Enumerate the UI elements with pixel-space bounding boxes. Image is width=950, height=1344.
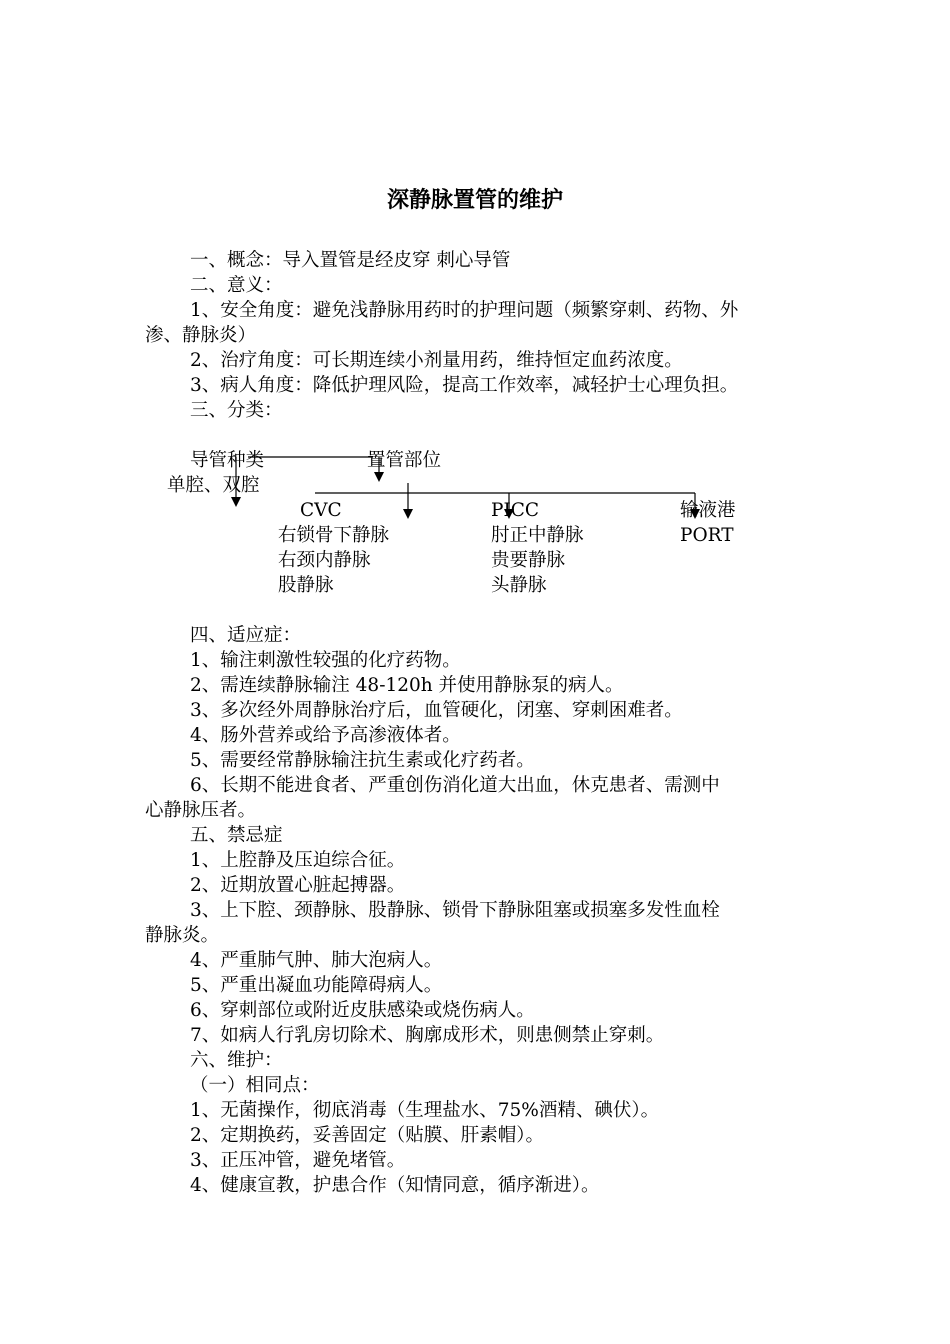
picc-site-2: 贵要静脉: [491, 550, 566, 571]
contraindication-item-1: 1、上腔静及压迫综合征。: [190, 850, 406, 871]
maintenance-item-2: 2、定期换药，妥善固定（贴膜、肝素帽）。: [190, 1125, 545, 1146]
arrow-head-site: [374, 472, 384, 482]
page-title: 深静脉置管的维护: [386, 188, 563, 213]
significance-item-2: 2、治疗角度：可长期连续小剂量用药，维持恒定血药浓度。: [190, 350, 683, 371]
contraindication-item-4: 4、严重肺气肿、肺大泡病人。: [190, 950, 443, 971]
contraindication-item-3: 3、上下腔、颈静脉、股静脉、锁骨下静脉阻塞或损塞多发性血栓: [190, 900, 720, 921]
contraindication-item-2: 2、近期放置心脏起搏器。: [190, 875, 406, 896]
contraindications-heading: 五、禁忌症: [190, 825, 283, 846]
cvc-site-1: 右锁骨下静脉: [278, 525, 390, 546]
contraindication-item-6: 6、穿刺部位或附近皮肤感染或烧伤病人。: [190, 1000, 535, 1021]
picc-site-3: 头静脉: [491, 575, 547, 596]
maintenance-item-1: 1、无菌操作，彻底消毒（生理盐水、75%酒精、碘伏）。: [190, 1100, 660, 1121]
picc-label: PICC: [491, 500, 540, 521]
contraindication-item-5: 5、严重出凝血功能障碍病人。: [190, 975, 443, 996]
arrow-head-cvc: [403, 509, 413, 519]
significance-item-3: 3、病人角度：降低护理风险，提高工作效率，减轻护士心理负担。: [190, 375, 739, 396]
maintenance-item-4: 4、健康宣教，护患合作（知情同意，循序渐进）。: [190, 1175, 600, 1196]
indication-item-3: 3、多次经外周静脉治疗后，血管硬化，闭塞、穿刺困难者。: [190, 700, 683, 721]
maintenance-subheading: （一）相同点：: [190, 1075, 320, 1096]
maintenance-item-3: 3、正压冲管，避免堵管。: [190, 1150, 406, 1171]
classification-diagram: [0, 0, 950, 620]
indication-item-6-cont: 心静脉压者。: [145, 800, 257, 821]
indication-item-4: 4、肠外营养或给予高渗液体者。: [190, 725, 461, 746]
cvc-label: CVC: [300, 500, 342, 521]
concept-line: 一、概念：导入置管是经皮穿 刺心导管: [190, 250, 511, 271]
lumen-label: 单腔、双腔: [167, 475, 260, 496]
cvc-site-2: 右颈内静脉: [278, 550, 371, 571]
arrow-head-lumen: [231, 497, 241, 507]
indication-item-2: 2、需连续静脉输注 48-120h 并使用静脉泵的病人。: [190, 675, 624, 696]
maintenance-heading: 六、维护：: [190, 1050, 283, 1071]
indication-item-6: 6、长期不能进食者、严重创伤消化道大出血，休克患者、需测中: [190, 775, 720, 796]
significance-item-1: 1、安全角度：避免浅静脉用药时的护理问题（频繁穿刺、药物、外: [190, 300, 739, 321]
indication-item-1: 1、输注刺激性较强的化疗药物。: [190, 650, 461, 671]
cvc-site-3: 股静脉: [278, 575, 334, 596]
significance-heading: 二、意义：: [190, 275, 283, 296]
contraindication-item-3-cont: 静脉炎。: [145, 925, 220, 946]
port-label-cn: 输液港: [680, 500, 736, 521]
placement-site-label: 置管部位: [367, 450, 442, 471]
picc-site-1: 肘正中静脉: [491, 525, 584, 546]
contraindication-item-7: 7、如病人行乳房切除术、胸廓成形术，则患侧禁止穿刺。: [190, 1025, 665, 1046]
significance-item-1-cont: 渗、静脉炎）: [145, 325, 257, 346]
classification-heading: 三、分类：: [190, 400, 283, 421]
port-label-en: PORT: [680, 525, 734, 546]
indications-heading: 四、适应症：: [190, 625, 302, 646]
indication-item-5: 5、需要经常静脉输注抗生素或化疗药者。: [190, 750, 535, 771]
catheter-type-label: 导管种类: [190, 450, 265, 471]
